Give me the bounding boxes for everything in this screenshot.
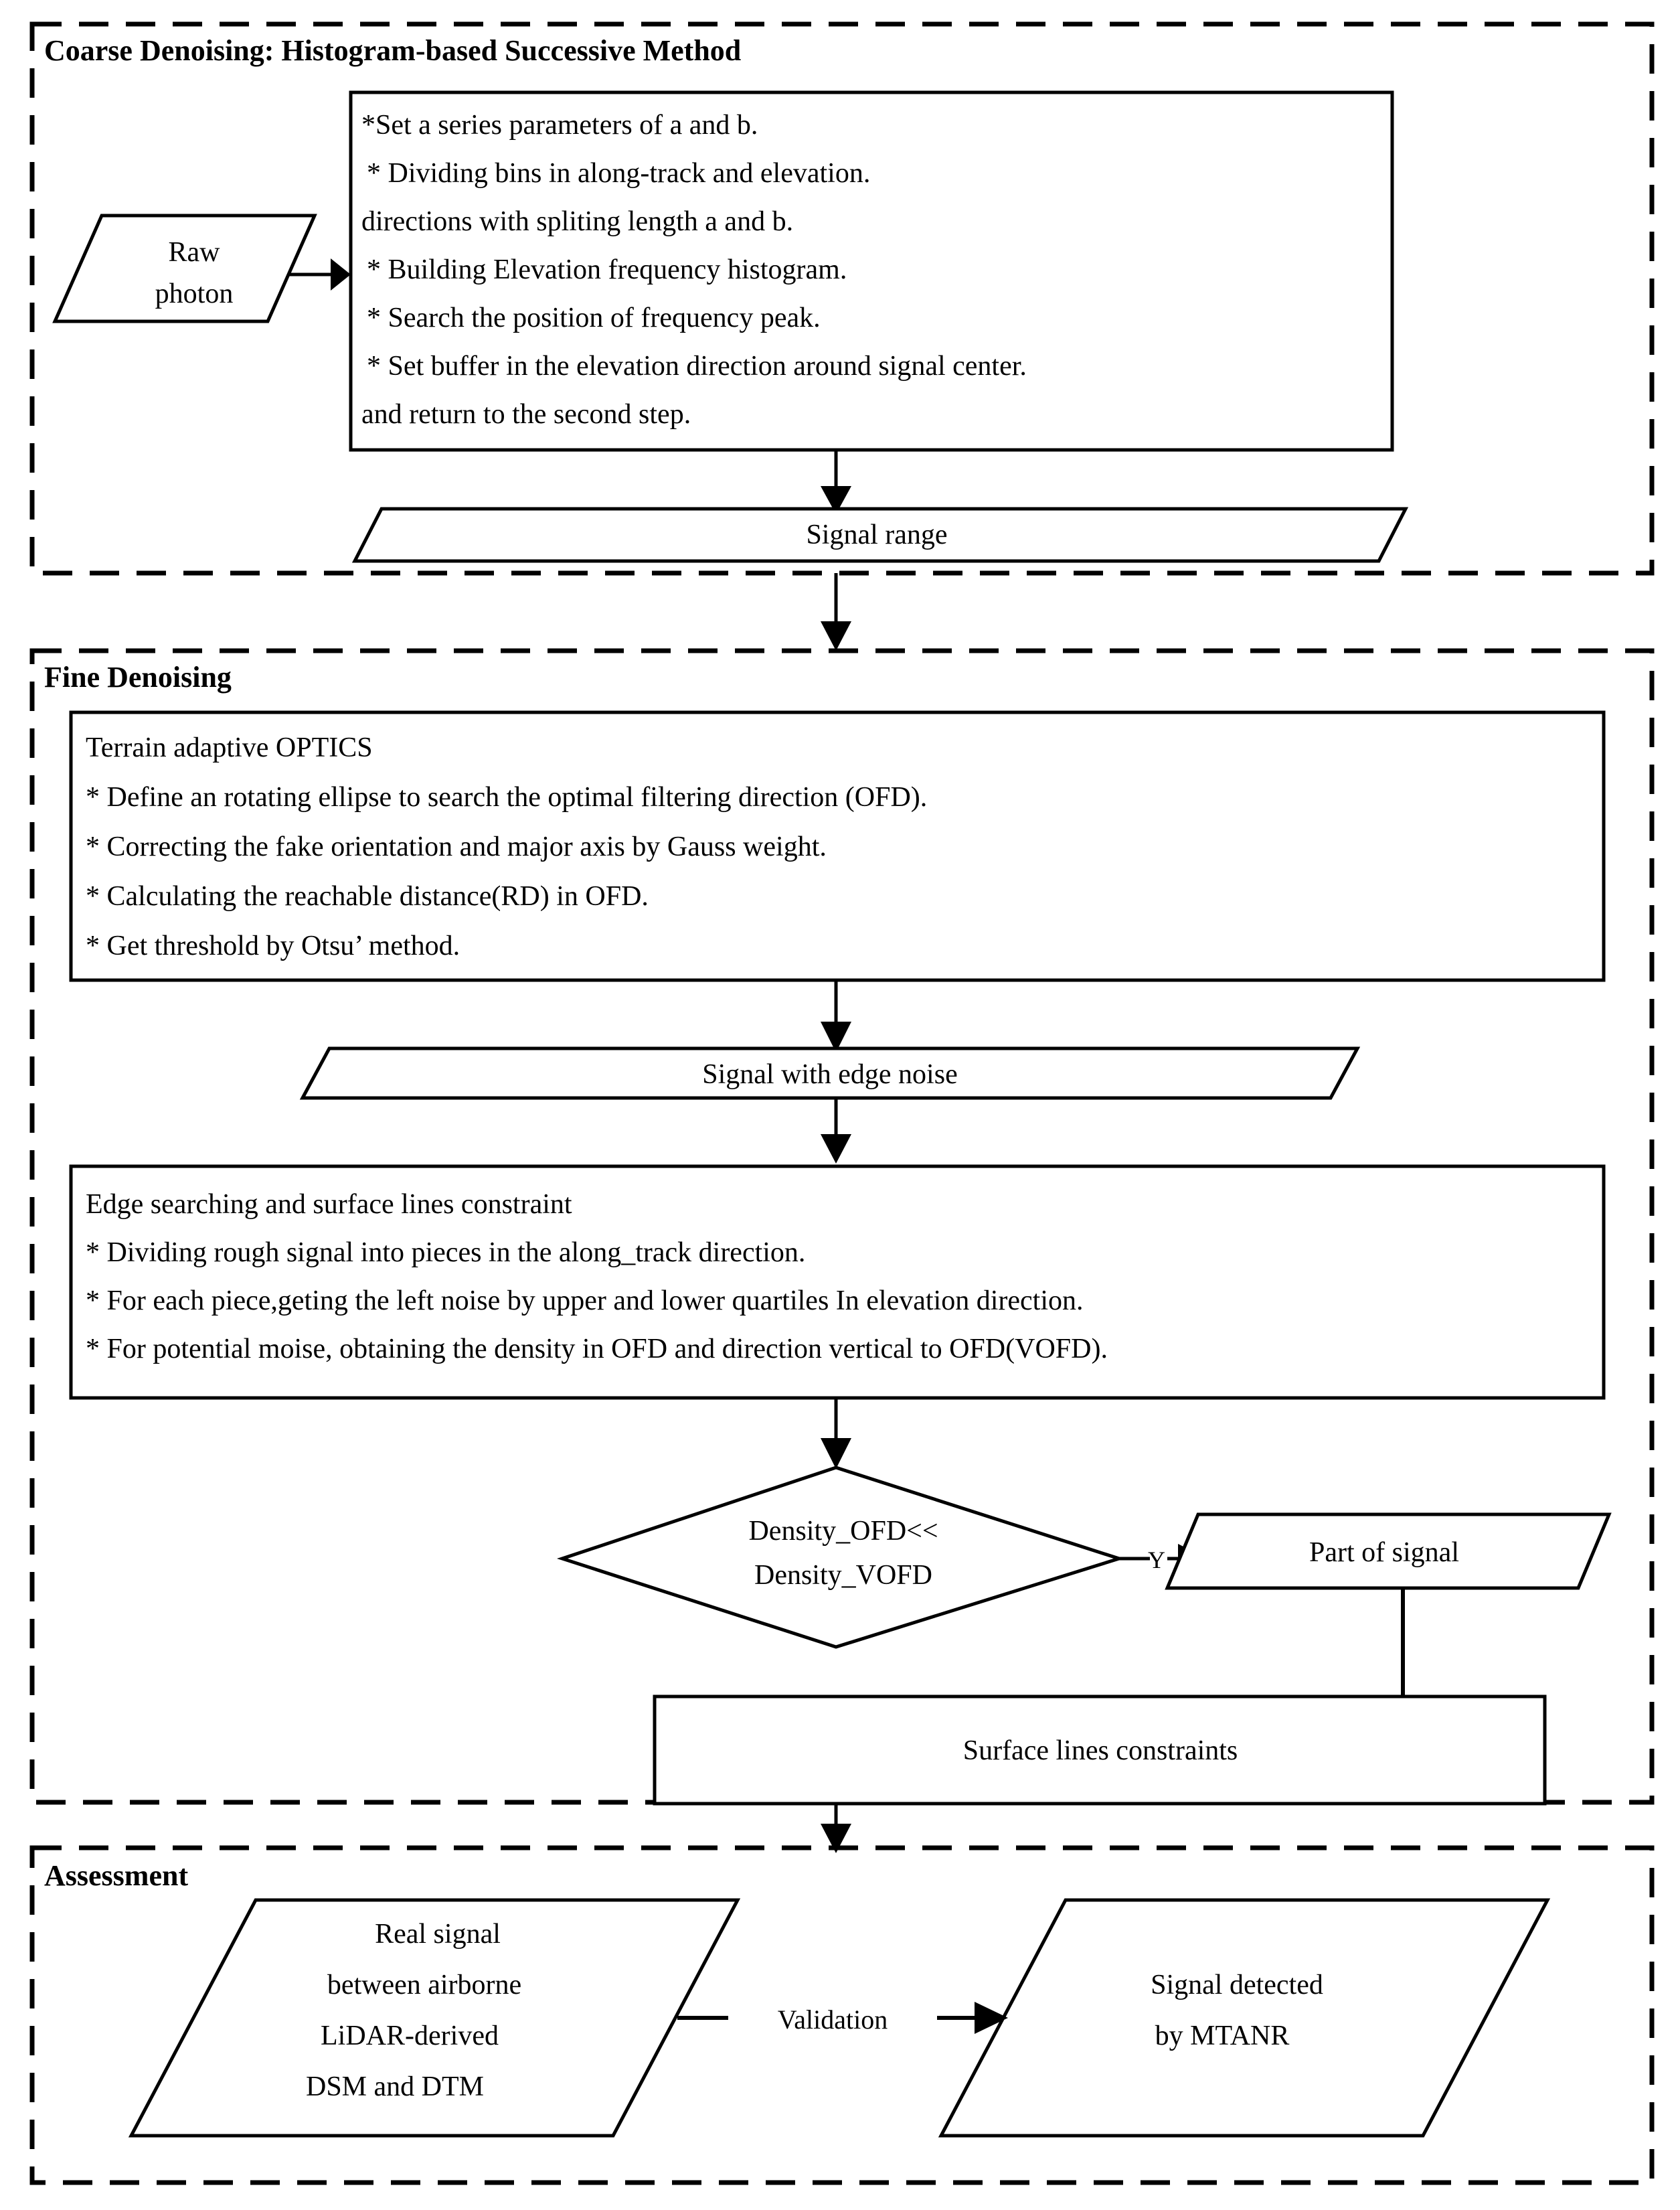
arrowhead-searching-to-decision <box>821 1438 851 1469</box>
optics-line-3: * Calculating the reachable distance(RD) in OFD. <box>86 881 649 912</box>
group-title-assessment: Assessment <box>44 1859 189 1892</box>
signal-detected-parallelogram <box>941 1900 1547 2136</box>
optics-line-1: * Define an rotating ellipse to search the optimal filtering direction (OFD). <box>86 782 928 813</box>
edge-label-validation: Validation <box>777 2004 888 2035</box>
real-signal-line-1: Real signal <box>375 1919 501 1950</box>
signal-detected-line-2: by MTANR <box>1155 2021 1290 2051</box>
coarse-step-line-6: * Set buffer in the elevation direction around signal center. <box>367 351 1027 382</box>
coarse-step-line-3: directions with spliting length a and b. <box>361 206 794 237</box>
edge-searching-line-3: * For potential moise, obtaining the density in OFD and direction vertical to OFD(VOFD). <box>86 1334 1108 1364</box>
group-title-fine: Fine Denoising <box>44 661 232 694</box>
real-signal-line-2: between airborne <box>327 1970 522 2000</box>
coarse-step-line-2: * Dividing bins in along-track and elevation. <box>367 158 871 189</box>
density-decision-diamond <box>562 1468 1119 1647</box>
signal-range-label: Signal range <box>806 520 948 550</box>
optics-line-2: * Correcting the fake orientation and major axis by Gauss weight. <box>86 832 827 862</box>
edge-searching-line-2: * For each piece,geting the left noise by upper and lower quartiles In elevation direction. <box>86 1285 1084 1316</box>
group-title-coarse: Coarse Denoising: Histogram-based Successive Method <box>44 34 742 67</box>
arrowhead-signal-range-to-fine <box>821 621 851 651</box>
arrowhead-noise-to-edge-searching <box>821 1134 851 1164</box>
edge-searching-line-1: * Dividing rough signal into pieces in the along_track direction. <box>86 1237 806 1268</box>
density-decision-label-line1: Density_OFD<< <box>748 1516 938 1547</box>
edge-label-yes: Y <box>1148 1547 1165 1573</box>
edge-searching-heading: Edge searching and surface lines constraint <box>86 1189 572 1220</box>
density-decision-label-line2: Density_VOFD <box>754 1560 933 1591</box>
signal-with-edge-noise-label: Signal with edge noise <box>702 1059 958 1090</box>
raw-photon-label-line1: Raw <box>168 237 220 268</box>
coarse-step-line-7: and return to the second step. <box>361 399 691 430</box>
real-signal-line-3: LiDAR-derived <box>321 2021 499 2051</box>
coarse-step-line-1: *Set a series parameters of a and b. <box>361 110 758 141</box>
coarse-step-line-4: * Building Elevation frequency histogram. <box>367 254 847 285</box>
optics-line-4: * Get threshold by Otsu’ method. <box>86 931 460 961</box>
arrowhead-raw-to-coarse <box>331 258 351 291</box>
coarse-step-line-5: * Search the position of frequency peak. <box>367 303 821 333</box>
part-of-signal-label: Part of signal <box>1309 1537 1459 1568</box>
real-signal-line-4: DSM and DTM <box>305 2071 485 2102</box>
surface-lines-constraints-label: Surface lines constraints <box>962 1735 1238 1766</box>
raw-photon-label-line2: photon <box>155 279 234 309</box>
optics-heading: Terrain adaptive OPTICS <box>86 732 373 763</box>
signal-detected-line-1: Signal detected <box>1151 1970 1323 2000</box>
